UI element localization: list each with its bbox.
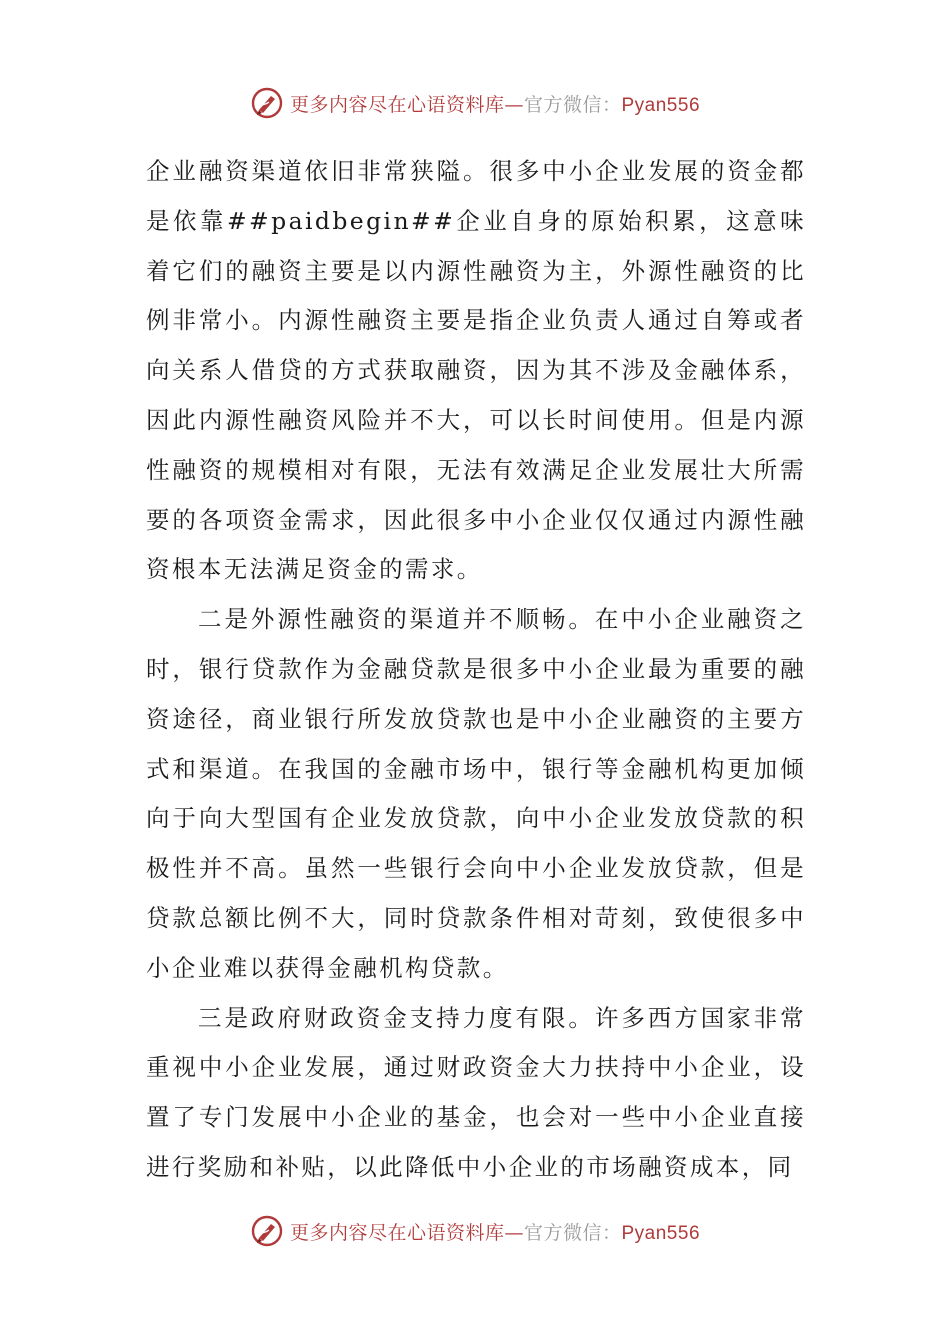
- pen-logo-icon: [250, 86, 284, 120]
- footer-separator: —: [504, 1221, 524, 1244]
- footer-brand-text: 更多内容尽在心语资料库: [289, 1221, 505, 1244]
- header-wechat-label: 官方微信：: [523, 93, 622, 116]
- footer-banner-text: [290, 1218, 700, 1245]
- header-separator: —: [504, 93, 524, 116]
- footer-wechat-label: 官方微信：: [523, 1221, 622, 1244]
- footer-wechat-id: Pyan556: [621, 1222, 701, 1244]
- footer-banner: [0, 1214, 950, 1248]
- header-brand-text: 更多内容尽在心语资料库: [289, 93, 505, 116]
- header-banner: [0, 86, 950, 120]
- paragraph-1: 企业融资渠道依旧非常狭隘。很多中小企业发展的资金都是依靠##paidbegin##企业自身的原始积累，这意味着它们的融资主要是以内源性融资为主，外源性融资的比例非常小。内源性融资主要是指企业负责人通过自筹或者向关系人借贷的方式获取融资，因为其不涉及金融体系，因此内源性融资风险并不大，可以长时间使用。但是内源性融资的规模相对有限，无法有效满足企业发展壮大所需要的各项资金需求，因此很多中小企业仅仅通过内源性融资根本无法满足资金的需求。: [146, 157, 806, 584]
- pen-logo-icon: [250, 1214, 284, 1248]
- paragraph-2: 二是外源性融资的渠道并不顺畅。在中小企业融资之时，银行贷款作为金融贷款是很多中小企业最为重要的融资途径，商业银行所发放贷款也是中小企业融资的主要方式和渠道。在我国的金融市场中，银行等金融机构更加倾向于向大型国有企业发放贷款，向中小企业发放贷款的积极性并不高。虽然一些银行会向中小企业发放贷款，但是贷款总额比例不大，同时贷款条件相对苛刻，致使很多中小企业难以获得金融机构贷款。: [146, 605, 806, 982]
- header-wechat-id: Pyan556: [621, 94, 701, 116]
- paragraph-3: 三是政府财政资金支持力度有限。许多西方国家非常重视中小企业发展，通过财政资金大力扶持中小企业，设置了专门发展中小企业的基金，也会对一些中小企业直接进行奖励和补贴，以此降低中小企业的市场融资成本，同: [146, 1003, 806, 1181]
- header-banner-text: [290, 90, 700, 117]
- document-body: [146, 147, 806, 1193]
